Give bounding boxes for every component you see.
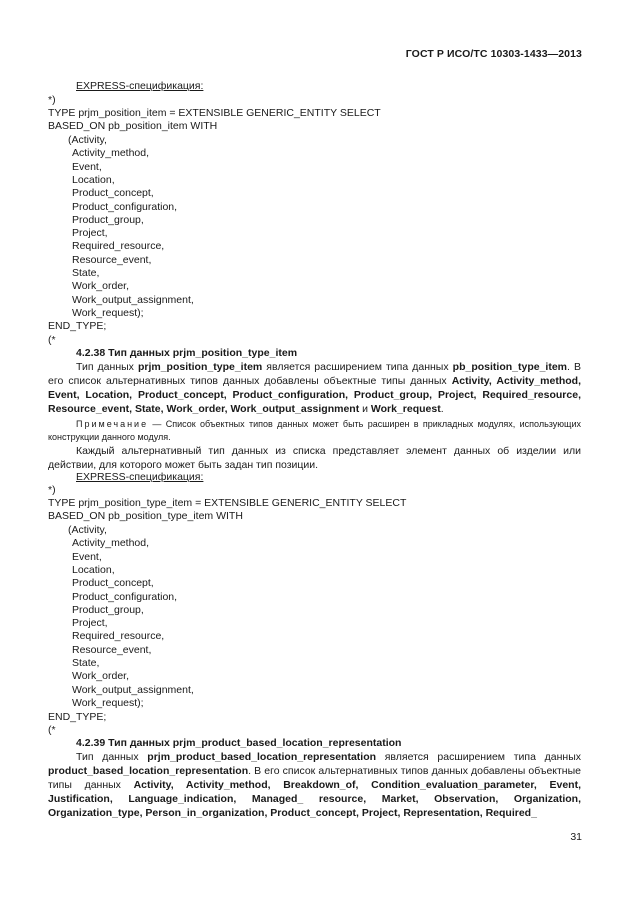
comment-open: *): [48, 94, 56, 106]
type-declaration-2: TYPE prjm_position_type_item = EXTENSIBLE GENERIC_ENTITY SELECT: [48, 497, 407, 509]
select-item: Work_output_assignment,: [72, 683, 194, 696]
select-item: Activity_method,: [72, 147, 150, 160]
section-heading-4-2-38: 4.2.38 Тип данных prjm_position_type_item: [76, 347, 298, 359]
select-item: Work_request);: [72, 696, 144, 709]
note: Примечание — Список объектных типов данных может быть расширен в прикладных модулях, использующих конструкции данного модуля.: [48, 419, 581, 442]
select-item: Resource_event,: [72, 253, 152, 266]
select-item: Work_request);: [72, 306, 144, 319]
select-item: (Activity,: [68, 134, 107, 146]
select-item: Activity_method,: [72, 537, 150, 550]
comment-open-2: *): [48, 484, 56, 496]
select-item: Product_configuration,: [72, 200, 178, 213]
select-item: Resource_event,: [72, 643, 152, 656]
select-item: Project,: [72, 617, 108, 630]
end-type-2: END_TYPE;: [48, 711, 107, 723]
section-4-2-39-paragraph: Тип данных prjm_product_based_location_representation является расширением типа данных product_based_location_representation. В его список альтернативных типов данных добавлены объектные типы данных Activity, Activity_method, Breakdown_of, Condition_evaluation_parameter, Event, Justification, Language_indication, Managed_ resource, Market, Observation, Organization, Organization_type, Person_in_organization, Product_concept, Project, Representation, Required_: [48, 751, 581, 819]
select-item: Product_configuration,: [72, 590, 178, 603]
select-item: State,: [72, 267, 100, 279]
select-item: Location,: [72, 563, 115, 576]
select-item: Work_order,: [72, 670, 129, 683]
select-item: Product_concept,: [72, 577, 154, 590]
section-heading-4-2-39: 4.2.39 Тип данных prjm_product_based_location_representation: [76, 737, 402, 749]
document-header: ГОСТ Р ИСО/ТС 10303-1433—2013: [405, 48, 582, 60]
select-item: State,: [72, 657, 100, 669]
section-4-2-38-paragraph-2: Каждый альтернативный тип данных из списка представляет элемент данных об изделии или действии, для которого может быть задан тип позиции.: [48, 445, 581, 471]
based-on-line-2: BASED_ON pb_position_type_item WITH: [48, 510, 243, 522]
select-item: Required_resource,: [72, 630, 165, 643]
select-item: Location,: [72, 173, 115, 186]
page-number: 31: [570, 831, 582, 843]
comment-close: (*: [48, 334, 56, 346]
based-on-line: BASED_ON pb_position_item WITH: [48, 120, 218, 132]
express-spec-label: EXPRESS-спецификация:: [76, 80, 204, 92]
comment-close-2: (*: [48, 724, 56, 736]
select-item: Work_output_assignment,: [72, 293, 194, 306]
select-item: Event,: [72, 550, 102, 563]
type-declaration: TYPE prjm_position_item = EXTENSIBLE GENERIC_ENTITY SELECT: [48, 107, 381, 119]
select-item: (Activity,: [68, 524, 107, 536]
select-item: Required_resource,: [72, 240, 165, 253]
express-spec-label-2: EXPRESS-спецификация:: [76, 471, 204, 483]
select-item: Product_group,: [72, 213, 144, 226]
section-4-2-38-paragraph: Тип данных prjm_position_type_item является расширением типа данных pb_position_type_item. В его список альтернативных типов данных добавлены объектные типы данных Activity, Activity_method, Event, Location, Product_concept, Product_configuration, Product_group, Project, Required_resource, Resource_event, State, Work_order, Work_output_assignment и Work_request.: [48, 361, 581, 415]
select-item: Project,: [72, 227, 108, 240]
select-item: Event,: [72, 160, 102, 173]
select-item: Product_concept,: [72, 187, 154, 200]
select-item: Work_order,: [72, 280, 129, 293]
select-item: Product_group,: [72, 603, 144, 616]
end-type: END_TYPE;: [48, 320, 107, 332]
